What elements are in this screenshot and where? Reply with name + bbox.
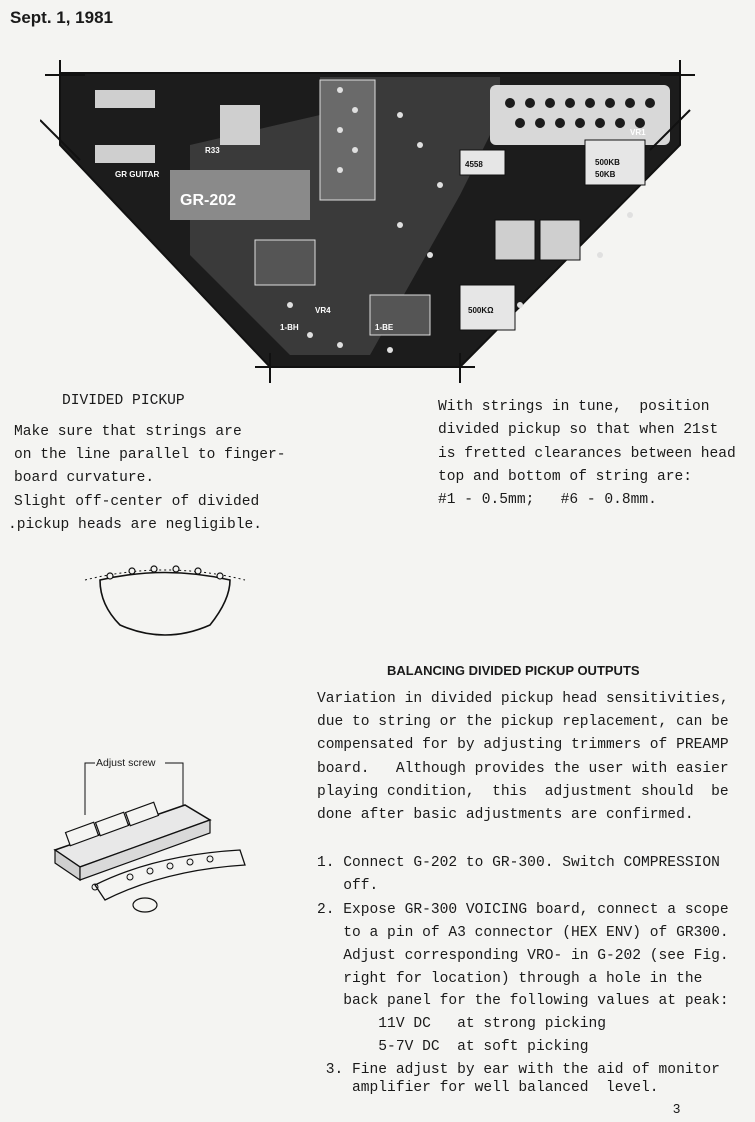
pcb-label-500kb: 500KB xyxy=(595,158,620,167)
balancing-step: back panel for the following values at peak: xyxy=(317,993,729,1009)
balancing-step: 2. Expose GR-300 VOICING board, connect a scope xyxy=(317,902,729,918)
balancing-line: done after basic adjustments are confirmed. xyxy=(317,807,694,823)
balancing-step: Adjust corresponding VRO- in G-202 (see Fig. xyxy=(317,948,729,964)
balancing-line: compensated for by adjusting trimmers of PREAMP xyxy=(317,737,729,753)
divided-pickup-line: board curvature. xyxy=(14,470,155,486)
pcb-label-guitar: GR GUITAR xyxy=(115,170,160,179)
pcb-label-500ko: 500KΩ xyxy=(468,306,494,315)
balancing-step: to a pin of A3 connector (HEX ENV) of GR300. xyxy=(317,925,729,941)
pcb-label-r33: R33 xyxy=(205,146,220,155)
adjust-screw-label: Adjust screw xyxy=(96,757,156,769)
divided-pickup-line: Make sure that strings are xyxy=(14,424,242,440)
clearance-line: With strings in tune, position xyxy=(438,399,710,415)
pcb-label-1be: 1-BE xyxy=(375,323,394,332)
balancing-step: 3. Fine adjust by ear with the aid of monitor xyxy=(317,1062,720,1078)
clearance-line: top and bottom of string are: xyxy=(438,469,692,485)
pcb-label-50kb: 50KB xyxy=(595,170,616,179)
pcb-label-4558: 4558 xyxy=(465,160,483,169)
balancing-step: amplifier for well balanced level. xyxy=(317,1080,659,1096)
clearance-line: divided pickup so that when 21st xyxy=(438,422,719,438)
balancing-step: 11V DC at strong picking xyxy=(317,1016,607,1032)
balancing-line: board. Although provides the user with easier xyxy=(317,761,729,777)
pcb-label-model: GR-202 xyxy=(180,192,237,209)
balancing-step: off. xyxy=(317,878,379,894)
divided-pickup-title: DIVIDED PICKUP xyxy=(62,393,185,409)
balancing-line: due to string or the pickup replacement, can be xyxy=(317,714,729,730)
page-date: Sept. 1, 1981 xyxy=(10,8,114,27)
balancing-line: Variation in divided pickup head sensitivities, xyxy=(317,691,729,707)
balancing-step: 1. Connect G-202 to GR-300. Switch COMPRESSION xyxy=(317,855,720,871)
balancing-title: BALANCING DIVIDED PICKUP OUTPUTS xyxy=(387,663,640,678)
clearance-line: #1 - 0.5mm; #6 - 0.8mm. xyxy=(438,492,657,508)
divided-pickup-line: .pickup heads are negligible. xyxy=(8,517,262,533)
pcb-diagram xyxy=(40,55,700,385)
balancing-step: right for location) through a hole in the xyxy=(317,971,703,987)
divided-pickup-line: Slight off-center of divided xyxy=(14,494,260,510)
balancing-step: 5-7V DC at soft picking xyxy=(317,1039,589,1055)
clearance-line: is fretted clearances between head xyxy=(438,446,736,462)
balancing-line: playing condition, this adjustment should be xyxy=(317,784,729,800)
pcb-label-vr4: VR4 xyxy=(315,306,331,315)
pcb-label-vr1: VR1 xyxy=(630,128,646,137)
page-number: 3 xyxy=(673,1101,681,1116)
pcb-label-1bh: 1-BH xyxy=(280,323,299,332)
divided-pickup-line: on the line parallel to finger- xyxy=(14,447,286,463)
adjust-screw-figure xyxy=(35,755,250,915)
pickup-curvature-figure xyxy=(80,560,250,650)
